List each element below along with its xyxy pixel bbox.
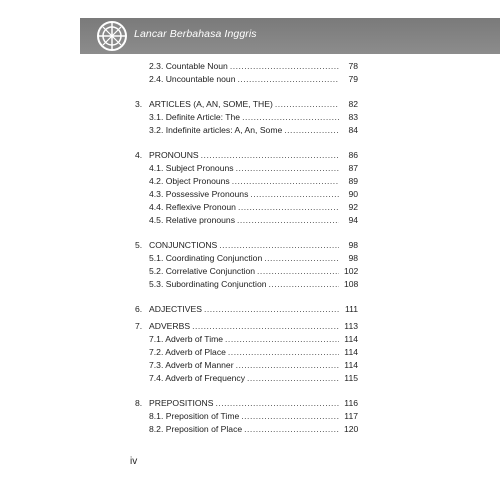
page-number: iv (130, 456, 138, 467)
toc-entry-label (149, 265, 341, 278)
toc-page-number: 98 (348, 253, 358, 263)
toc-page-number: 90 (348, 189, 358, 199)
toc-entry-title: 8.2. Preposition of Place (149, 424, 243, 434)
toc-section-entry (0, 265, 500, 278)
toc-page-number: 114 (344, 347, 358, 357)
toc-entry-title: 3.2. Indefinite articles: A, An, Some (149, 125, 283, 135)
toc-entry-title: 2.4. Uncountable noun (149, 74, 236, 84)
toc-leader-dots (215, 397, 339, 410)
toc-chapter-entry (0, 320, 500, 333)
toc-chapter-entry (0, 303, 500, 316)
toc-page-number: 79 (348, 74, 358, 84)
toc-entry-label (149, 372, 341, 385)
toc-entry-label (149, 60, 341, 73)
toc-page-number: 113 (344, 321, 358, 331)
toc-entry-label (149, 124, 341, 137)
toc-section-entry (0, 124, 500, 137)
toc-section-entry (0, 175, 500, 188)
toc-leader-dots (269, 278, 339, 291)
toc-entry-label (149, 303, 341, 316)
toc-entry-title: PREPOSITIONS (149, 398, 214, 408)
toc-entry-label (149, 111, 341, 124)
toc-section-entry (0, 278, 500, 291)
toc-page-number: 115 (344, 373, 358, 383)
toc-entry-label (149, 201, 341, 214)
toc-page-number: 108 (344, 279, 359, 289)
toc-section-entry (0, 73, 500, 86)
toc-entry-label (149, 397, 341, 410)
toc-page-number: 94 (348, 215, 358, 225)
toc-entry-title: ARTICLES (A, AN, SOME, THE) (149, 99, 273, 109)
toc-leader-dots (250, 188, 339, 201)
toc-page-number: 120 (344, 424, 359, 434)
toc-entry-label (149, 278, 341, 291)
toc-entry-label (149, 73, 341, 86)
toc-page-number: 92 (348, 202, 358, 212)
toc-entry-label (149, 214, 341, 227)
toc-page-number: 83 (348, 112, 358, 122)
toc-chapter-number: 6. (135, 304, 143, 314)
toc-entry-title: PRONOUNS (149, 150, 199, 160)
toc-page-number: 114 (344, 334, 358, 344)
toc-entry-title: 2.3. Countable Noun (149, 61, 228, 71)
toc-leader-dots (242, 111, 339, 124)
toc-leader-dots (228, 346, 339, 359)
toc-entry-label (149, 188, 341, 201)
toc-section-entry (0, 60, 500, 73)
toc-leader-dots (238, 201, 339, 214)
toc-chapter-number: 8. (135, 398, 143, 408)
toc-entry-label (149, 239, 341, 252)
toc-section-entry (0, 252, 500, 265)
toc-page-number: 84 (348, 125, 358, 135)
running-header-title: Lancar Berbahasa Inggris (134, 28, 257, 40)
toc-entry-label (149, 410, 341, 423)
toc-page-number: 116 (344, 398, 358, 408)
toc-section-entry (0, 162, 500, 175)
toc-leader-dots (247, 372, 339, 385)
toc-entry-label (149, 175, 341, 188)
toc-section-entry (0, 346, 500, 359)
toc-entry-label (149, 320, 341, 333)
toc-page-number: 89 (348, 176, 358, 186)
toc-chapter-number: 3. (135, 99, 143, 109)
toc-section-entry (0, 372, 500, 385)
toc-entry-title: 8.1. Preposition of Time (149, 411, 240, 421)
toc-entry-label (149, 98, 341, 111)
toc-leader-dots (284, 124, 339, 137)
toc-entry-title: 4.1. Subject Pronouns (149, 163, 234, 173)
toc-entry-label (149, 162, 341, 175)
toc-entry-title: 3.1. Definite Article: The (149, 112, 241, 122)
toc-section-entry (0, 111, 500, 124)
toc-entry-title: ADVERBS (149, 321, 191, 331)
toc-leader-dots (204, 303, 339, 316)
toc-leader-dots (236, 162, 339, 175)
toc-section-entry (0, 410, 500, 423)
toc-page-number: 114 (344, 360, 358, 370)
toc-section-entry (0, 201, 500, 214)
toc-page-number: 117 (344, 411, 358, 421)
toc-leader-dots (236, 359, 339, 372)
toc-leader-dots (241, 410, 339, 423)
toc-chapter-entry (0, 149, 500, 162)
toc-section-entry (0, 188, 500, 201)
toc-chapter-number: 7. (135, 321, 143, 331)
toc-leader-dots (219, 239, 339, 252)
toc-entry-title: 7.3. Adverb of Manner (149, 360, 234, 370)
toc-leader-dots (237, 73, 339, 86)
toc-chapter-entry (0, 397, 500, 410)
toc-page-number: 87 (348, 163, 358, 173)
toc-leader-dots (264, 252, 339, 265)
toc-leader-dots (201, 149, 339, 162)
toc-chapter-entry (0, 98, 500, 111)
toc-page-number: 78 (348, 61, 358, 71)
toc-section-entry (0, 359, 500, 372)
toc-entry-title: 4.2. Object Pronouns (149, 176, 230, 186)
toc-entry-title: 7.4. Adverb of Frequency (149, 373, 246, 383)
toc-leader-dots (192, 320, 339, 333)
toc-entry-label (149, 149, 341, 162)
toc-leader-dots (257, 265, 339, 278)
toc-entry-title: 5.2. Correlative Conjunction (149, 266, 256, 276)
toc-entry-title: 5.3. Subordinating Conjunction (149, 279, 267, 289)
toc-entry-label (149, 252, 341, 265)
toc-chapter-entry (0, 239, 500, 252)
toc-page-number: 86 (348, 150, 358, 160)
toc-entry-label (149, 346, 341, 359)
toc-entry-title: 7.1. Adverb of Time (149, 334, 224, 344)
toc-chapter-number: 5. (135, 240, 143, 250)
toc-entry-title: 7.2. Adverb of Place (149, 347, 226, 357)
toc-leader-dots (230, 60, 339, 73)
toc-page-number: 82 (348, 99, 358, 109)
toc-entry-label (149, 423, 341, 436)
toc-section-entry (0, 333, 500, 346)
toc-entry-label (149, 333, 341, 346)
toc-leader-dots (225, 333, 339, 346)
toc-entry-title: 4.5. Relative pronouns (149, 215, 235, 225)
toc-entry-title: 5.1. Coordinating Conjunction (149, 253, 263, 263)
toc-entry-title: ADJECTIVES (149, 304, 203, 314)
toc-leader-dots (232, 175, 339, 188)
toc-page-number: 98 (348, 240, 358, 250)
toc-entry-title: 4.4. Reflexive Pronoun (149, 202, 236, 212)
toc-entry-title: CONJUNCTIONS (149, 240, 218, 250)
toc-entry-label (149, 359, 341, 372)
toc-leader-dots (237, 214, 339, 227)
toc-page-number: 111 (344, 304, 358, 314)
toc-leader-dots (244, 423, 339, 436)
toc-chapter-number: 4. (135, 150, 143, 160)
toc-section-entry (0, 214, 500, 227)
toc-section-entry (0, 423, 500, 436)
toc-entry-title: 4.3. Possessive Pronouns (149, 189, 249, 199)
toc-page-number: 102 (344, 266, 359, 276)
toc-leader-dots (275, 98, 339, 111)
